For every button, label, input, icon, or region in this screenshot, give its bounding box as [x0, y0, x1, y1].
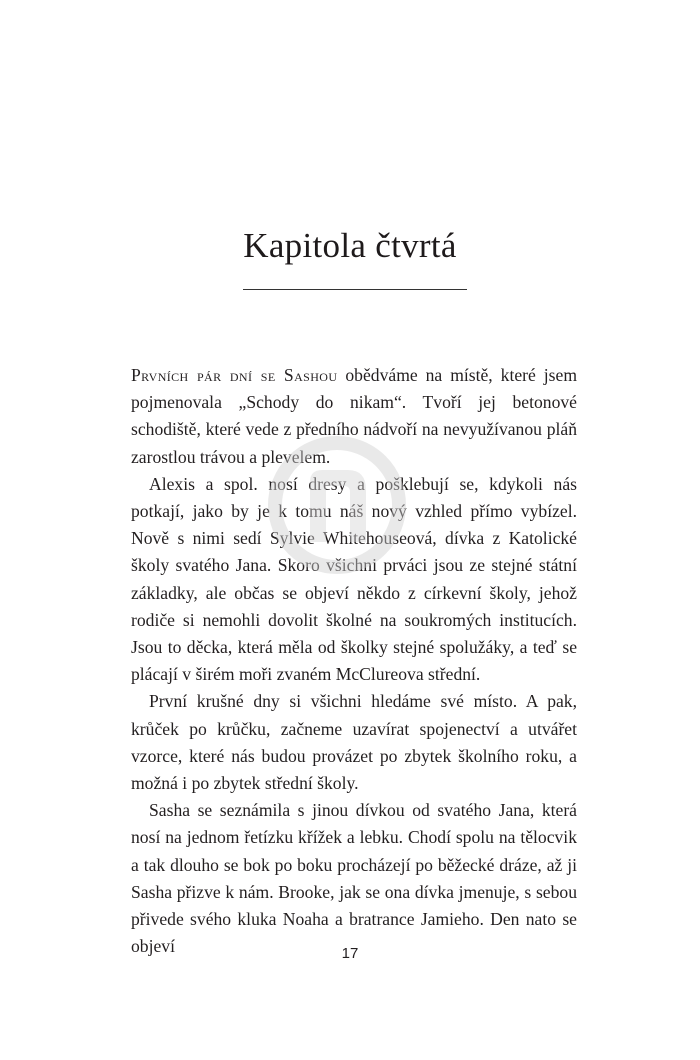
page-number: 17 — [341, 945, 359, 962]
paragraph-1-text: obědváme na místě, které jsem pojmenovala „Schody do nikam“. Tvoří jej betonové schodiště, které vede z předního nádvoří na nevyužívanou pláň zarostlou trávou a plevelem. — [131, 365, 578, 467]
paragraph-lead-smallcaps: Prvních pár dní se Sashou — [131, 365, 338, 385]
chapter-body — [131, 362, 577, 960]
paragraph-1 — [131, 362, 577, 471]
paragraph-3: První krušné dny si všichni hledáme své místo. A pak, krůček po krůčku, začneme uzavírat spojenectví a utvářet vzorce, které nás budou provázet po zbytek školního roku, a možná i po zbytek střední školy. — [131, 691, 577, 794]
chapter-title: Kapitola čtvrtá — [243, 226, 457, 265]
paragraph-2: Alexis a spol. nosí dresy a pošklebují se, kdykoli nás potkají, jako by je k tomu náš nový vzhled přímo vybízel. Nově s nimi sedí Sylvie Whitehouseová, dívka z Katolické školy svatého Jana. Skoro všichni prváci jsou ze stejné státní základky, ale občas se objeví někdo z církevní školy, jehož rodiče si nemohli dovolit školné na soukromých institucích. Jsou to děcka, která měla od školky stejné spolužáky, a teď se plácají v širém moři zvaném McClureova střední. — [131, 473, 577, 685]
title-underline — [243, 289, 467, 290]
paragraph-4: Sasha se seznámila s jinou dívkou od svatého Jana, která nosí na jednom řetízku křížek a lebku. Chodí spolu na tělocvik a tak dlouho se bok po boku procházejí po běžecké dráze, až ji Sasha přizve k nám. Brooke, jak se ona dívka jmenuje, s sebou přivede svého kluka Noaha a bratrance Jamieho. Den nato se objeví — [131, 800, 577, 957]
